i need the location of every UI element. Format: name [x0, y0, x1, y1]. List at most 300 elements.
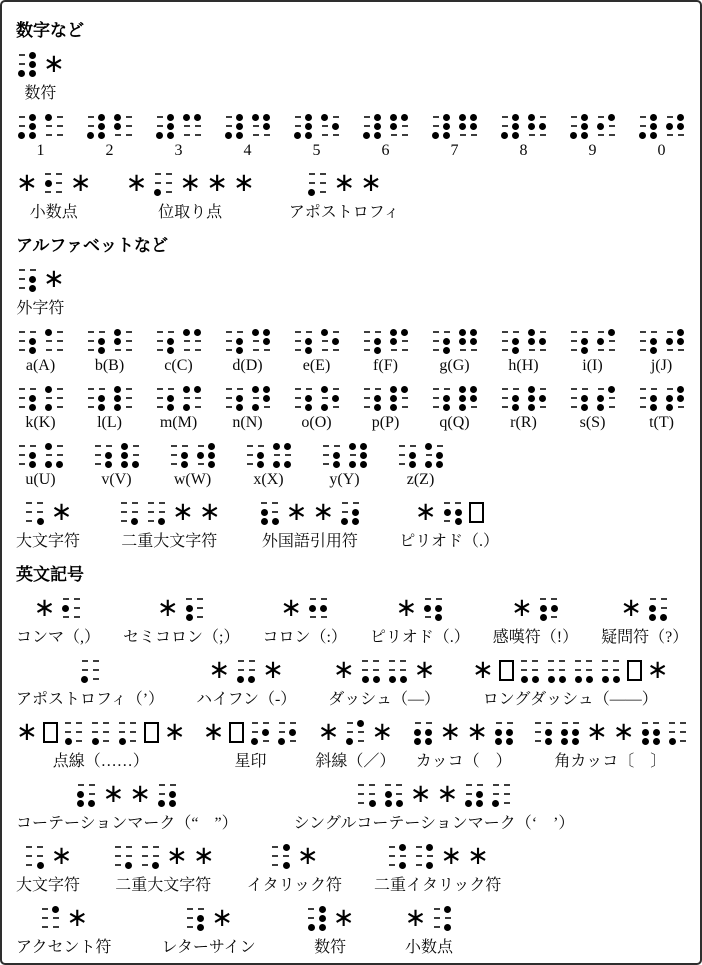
braille-cell [387, 657, 409, 684]
braille-blank-dash [358, 793, 364, 795]
any-character-asterisk-icon: ∗ [409, 779, 432, 809]
braille-blank-dash [57, 397, 63, 399]
braille-cell [112, 843, 134, 870]
braille-dot [167, 114, 174, 121]
any-character-asterisk-icon: ∗ [208, 655, 231, 685]
braille-blank-dash [415, 722, 421, 724]
braille-dot [283, 862, 290, 869]
braille-blank-dash [504, 784, 510, 786]
braille-blank-dash [253, 340, 259, 342]
braille-blank-dash [187, 926, 193, 928]
braille-blank-dash [667, 116, 673, 118]
any-character-asterisk-icon: ∗ [413, 655, 436, 685]
braille-blank-dash [46, 134, 52, 136]
braille-dot [98, 338, 105, 345]
braille-dot [18, 70, 25, 77]
space-box-icon [627, 660, 642, 681]
braille-blank-dash [369, 784, 375, 786]
braille-group [85, 112, 134, 160]
braille-dot [539, 395, 546, 402]
braille-blank-dash [184, 340, 190, 342]
braille-dot [305, 404, 312, 411]
any-character-asterisk-icon: ∗ [620, 593, 643, 623]
any-character-asterisk-icon: ∗ [66, 903, 89, 933]
braille-blank-dash [353, 502, 359, 504]
braille-group [16, 169, 92, 222]
braille-label: カッコ（ ） [415, 753, 512, 770]
braille-blank-dash [385, 784, 391, 786]
braille-group [399, 498, 499, 551]
braille-sequence [16, 327, 65, 355]
braille-blank-dash [186, 598, 192, 600]
braille-blank-dash [540, 134, 546, 136]
braille-label: 3 [174, 142, 183, 159]
braille-blank-dash [466, 784, 472, 786]
braille-blank-dash [30, 331, 36, 333]
braille-cell [276, 719, 298, 746]
braille-blank-dash [119, 722, 125, 724]
braille-sequence [16, 441, 65, 469]
braille-group [289, 169, 400, 222]
braille-blank-dash [126, 116, 132, 118]
braille-blank-dash [295, 125, 301, 127]
braille-sequence [415, 498, 484, 526]
braille-dot [401, 386, 408, 393]
braille-cell [156, 781, 178, 808]
braille-dot [570, 132, 577, 139]
braille-label: 0 [657, 142, 666, 159]
braille-sequence [637, 327, 686, 355]
braille-group [430, 384, 479, 432]
braille-cell [154, 328, 176, 355]
braille-blank-dash [667, 388, 673, 390]
braille-dot [545, 738, 552, 745]
braille-cell [270, 843, 292, 870]
braille-blank-dash [57, 125, 63, 127]
braille-blank-dash [159, 793, 165, 795]
any-character-asterisk-icon: ∗ [371, 717, 394, 747]
braille-cell [637, 385, 659, 412]
braille-blank-dash [247, 445, 253, 447]
braille-blank-dash [159, 502, 165, 504]
braille-row [16, 718, 686, 771]
braille-label: コロン（:） [262, 629, 347, 646]
braille-dot [167, 123, 174, 130]
braille-dot [677, 123, 684, 130]
braille-cell [117, 719, 139, 746]
braille-cell [423, 442, 445, 469]
braille-dot [29, 338, 36, 345]
braille-dot [586, 676, 593, 683]
braille-dot [332, 395, 339, 402]
braille-group [294, 780, 575, 833]
braille-blank-dash [460, 134, 466, 136]
braille-dot [37, 518, 44, 525]
braille-blank-dash [74, 598, 80, 600]
braille-label: 二重大文字符 [115, 877, 212, 894]
braille-cell [244, 442, 266, 469]
braille-cell [356, 781, 378, 808]
braille-sequence [472, 656, 669, 684]
braille-blank-dash [425, 616, 431, 618]
braille-dot [341, 518, 348, 525]
braille-blank-dash [42, 908, 48, 910]
braille-group [405, 904, 454, 957]
braille-dot [309, 605, 316, 612]
braille-dot [263, 338, 270, 345]
braille-blank-dash [93, 678, 99, 680]
braille-dot [374, 347, 381, 354]
braille-group [499, 327, 548, 375]
braille-label: p(P) [371, 414, 400, 431]
braille-dot [581, 132, 588, 139]
braille-blank-dash [295, 331, 301, 333]
braille-dot [528, 404, 535, 411]
braille-dot [443, 347, 450, 354]
braille-blank-dash [680, 740, 686, 742]
braille-blank-dash [362, 669, 368, 671]
braille-dot [183, 329, 190, 336]
braille-group [85, 384, 134, 432]
braille-sequence [223, 327, 272, 355]
braille-blank-dash [195, 125, 201, 127]
braille-blank-dash [455, 502, 461, 504]
section-title: アルファベットなど [16, 236, 168, 255]
braille-blank-dash [358, 802, 364, 804]
braille-label: ダッシュ（—） [328, 691, 440, 708]
braille-sequence [244, 441, 293, 469]
braille-cell [360, 657, 382, 684]
braille-dot [470, 338, 477, 345]
braille-group [412, 718, 515, 771]
braille-sequence [16, 384, 65, 412]
braille-blank-dash [197, 616, 203, 618]
braille-dot [263, 386, 270, 393]
braille-blank-dash [540, 406, 546, 408]
braille-blank-dash [586, 669, 592, 671]
braille-dot [261, 518, 268, 525]
braille-cell [664, 328, 686, 355]
braille-blank-dash [521, 669, 527, 671]
braille-dot [360, 461, 367, 468]
braille-blank-dash [466, 793, 472, 795]
braille-blank-dash [582, 331, 588, 333]
braille-cell [16, 51, 38, 78]
braille-dot [273, 461, 280, 468]
braille-blank-dash [389, 669, 395, 671]
braille-dot [385, 791, 392, 798]
braille-blank-dash [502, 340, 508, 342]
braille-sequence [85, 112, 134, 140]
braille-sequence [637, 384, 686, 412]
braille-blank-dash [126, 397, 132, 399]
braille-group [259, 498, 362, 551]
braille-label: 星印 [234, 753, 267, 770]
braille-blank-dash [322, 349, 328, 351]
braille-cell [412, 719, 434, 746]
braille-blank-dash [237, 331, 243, 333]
braille-blank-dash [26, 502, 32, 504]
braille-blank-dash [551, 598, 557, 600]
braille-dot [470, 329, 477, 336]
braille-cell [39, 905, 61, 932]
braille-group [637, 384, 686, 432]
braille-label: l(L) [97, 414, 122, 431]
braille-blank-dash [63, 598, 69, 600]
braille-blank-dash [74, 607, 80, 609]
braille-cell [532, 719, 554, 746]
braille-blank-dash [333, 134, 339, 136]
braille-label: w(W) [173, 471, 212, 488]
braille-blank-dash [93, 660, 99, 662]
braille-blank-dash [89, 793, 95, 795]
braille-blank-dash [148, 502, 154, 504]
braille-label: n(N) [232, 414, 263, 431]
braille-blank-dash [56, 191, 62, 193]
braille-blank-dash [19, 287, 25, 289]
braille-cell [16, 266, 38, 293]
braille-dot [444, 924, 451, 931]
braille-dot [443, 338, 450, 345]
braille-cell [92, 442, 114, 469]
braille-blank-dash [142, 855, 148, 857]
braille-dot [551, 605, 558, 612]
braille-dot [158, 800, 165, 807]
braille-blank-dash [76, 740, 82, 742]
braille-dot [390, 386, 397, 393]
any-character-asterisk-icon: ∗ [211, 903, 234, 933]
braille-cell [538, 595, 560, 622]
braille-cell [112, 385, 134, 412]
braille-dot [169, 791, 176, 798]
braille-cell [306, 170, 328, 197]
braille-blank-dash [504, 793, 510, 795]
braille-blank-dash [402, 349, 408, 351]
braille-dot [532, 676, 539, 683]
braille-dot [424, 605, 431, 612]
braille-dot [539, 123, 546, 130]
braille-dot [374, 123, 381, 130]
braille-blank-dash [157, 388, 163, 390]
braille-sequence [318, 718, 394, 746]
braille-blank-dash [400, 660, 406, 662]
braille-dot [459, 395, 466, 402]
braille-blank-dash [598, 134, 604, 136]
braille-blank-dash [171, 463, 177, 465]
braille-dot [29, 461, 36, 468]
braille-blank-dash [26, 855, 32, 857]
braille-dot [156, 132, 163, 139]
space-box-icon [229, 722, 244, 743]
braille-blank-dash [133, 454, 139, 456]
braille-dot [528, 123, 535, 130]
braille-blank-dash [320, 191, 326, 193]
braille-blank-dash [88, 340, 94, 342]
braille-row [16, 656, 686, 709]
braille-blank-dash [640, 406, 646, 408]
braille-blank-dash [279, 731, 285, 733]
braille-dot [114, 329, 121, 336]
braille-blank-dash [502, 125, 508, 127]
braille-label: d(D) [232, 357, 263, 374]
braille-blank-dash [308, 908, 314, 910]
braille-cell [493, 719, 515, 746]
braille-blank-dash [640, 388, 646, 390]
braille-cell [430, 328, 452, 355]
braille-dot [98, 347, 105, 354]
braille-blank-dash [252, 722, 258, 724]
braille-dot [436, 452, 443, 459]
braille-group [328, 656, 440, 709]
braille-blank-dash [247, 454, 253, 456]
braille-cell [43, 328, 65, 355]
braille-blank-dash [334, 445, 340, 447]
braille-dot [283, 844, 290, 851]
braille-group [118, 498, 221, 551]
braille-dot [561, 729, 568, 736]
any-character-asterisk-icon: ∗ [586, 717, 608, 747]
braille-cell [43, 442, 65, 469]
braille-dot [512, 404, 519, 411]
braille-blank-dash [57, 445, 63, 447]
braille-blank-dash [132, 502, 138, 504]
braille-cell [235, 657, 257, 684]
braille-dot [396, 800, 403, 807]
braille-blank-dash [57, 116, 63, 118]
braille-dot [575, 676, 582, 683]
braille-label: h(H) [508, 357, 539, 374]
braille-blank-dash [571, 349, 577, 351]
braille-dot [443, 132, 450, 139]
braille-cell [457, 328, 479, 355]
braille-dot [319, 906, 326, 913]
braille-blank-dash [678, 406, 684, 408]
braille-blank-dash [19, 269, 25, 271]
braille-blank-dash [171, 445, 177, 447]
braille-blank-dash [640, 331, 646, 333]
braille-dot [425, 738, 432, 745]
braille-dot [581, 123, 588, 130]
braille-dot [677, 114, 684, 121]
braille-blank-dash [263, 740, 269, 742]
braille-sequence [75, 780, 178, 808]
braille-group [112, 842, 215, 895]
braille-dot [608, 114, 615, 121]
braille-dot [649, 605, 656, 612]
braille-cell [499, 113, 521, 140]
braille-blank-dash [157, 125, 163, 127]
braille-blank-dash [399, 454, 405, 456]
braille-blank-dash [433, 388, 439, 390]
braille-group [637, 112, 686, 160]
braille-sequence [306, 904, 355, 932]
braille-dot [87, 132, 94, 139]
braille-label: a(A) [25, 357, 56, 374]
braille-sequence [499, 112, 548, 140]
braille-dot [608, 386, 615, 393]
braille-cell [431, 905, 453, 932]
braille-cell [250, 385, 272, 412]
braille-blank-dash [471, 349, 477, 351]
braille-row [16, 498, 686, 551]
braille-label: 4 [243, 142, 252, 159]
braille-blank-dash [680, 731, 686, 733]
braille-blank-dash [496, 722, 502, 724]
braille-blank-dash [358, 731, 364, 733]
braille-dot [512, 347, 519, 354]
braille-blank-dash [272, 502, 278, 504]
braille-row [16, 384, 686, 432]
braille-cell [647, 595, 669, 622]
braille-blank-dash [148, 511, 154, 513]
braille-group [16, 112, 65, 160]
braille-dot [426, 844, 433, 851]
braille-blank-dash [253, 397, 259, 399]
braille-cell [430, 113, 452, 140]
braille-blank-dash [661, 598, 667, 600]
braille-row [16, 327, 686, 375]
braille-blank-dash [283, 855, 289, 857]
braille-blank-dash [272, 864, 278, 866]
braille-label: v(V) [101, 471, 132, 488]
braille-label: セミコロン（;） [123, 629, 240, 646]
braille-group [472, 656, 669, 709]
braille-label: コーテーションマーク（“ ”） [16, 815, 238, 832]
braille-dot [374, 132, 381, 139]
braille-cell [152, 170, 174, 197]
braille-dot [98, 123, 105, 130]
braille-dot [650, 347, 657, 354]
braille-blank-dash [195, 406, 201, 408]
braille-blank-dash [502, 397, 508, 399]
braille-dot [443, 395, 450, 402]
any-character-asterisk-icon: ∗ [172, 497, 194, 527]
braille-dot [409, 461, 416, 468]
braille-blank-dash [238, 660, 244, 662]
braille-label: 斜線（／） [315, 753, 396, 770]
braille-label: 7 [450, 142, 459, 159]
braille-blank-dash [88, 331, 94, 333]
braille-cell [112, 113, 134, 140]
braille-blank-dash [226, 388, 232, 390]
braille-blank-dash [347, 731, 353, 733]
braille-dot [650, 395, 657, 402]
braille-blank-dash [521, 660, 527, 662]
braille-blank-dash [126, 406, 132, 408]
braille-cell [24, 499, 46, 526]
braille-dot [597, 404, 604, 411]
braille-sequence [405, 904, 454, 932]
braille-label: k(K) [25, 414, 56, 431]
braille-sequence [16, 112, 65, 140]
braille-dot [435, 614, 442, 621]
braille-blank-dash [19, 388, 25, 390]
braille-dot [597, 338, 604, 345]
braille-cell [307, 595, 329, 622]
braille-dot [119, 738, 126, 745]
braille-dot [29, 285, 36, 292]
braille-cell [118, 499, 140, 526]
braille-dot [65, 738, 72, 745]
braille-blank-dash [65, 722, 71, 724]
braille-dot [346, 738, 353, 745]
braille-blank-dash [121, 511, 127, 513]
braille-dot [29, 452, 36, 459]
braille-blank-dash [46, 125, 52, 127]
braille-dot [660, 614, 667, 621]
braille-blank-dash [19, 445, 25, 447]
any-character-asterisk-icon: ∗ [280, 593, 303, 623]
